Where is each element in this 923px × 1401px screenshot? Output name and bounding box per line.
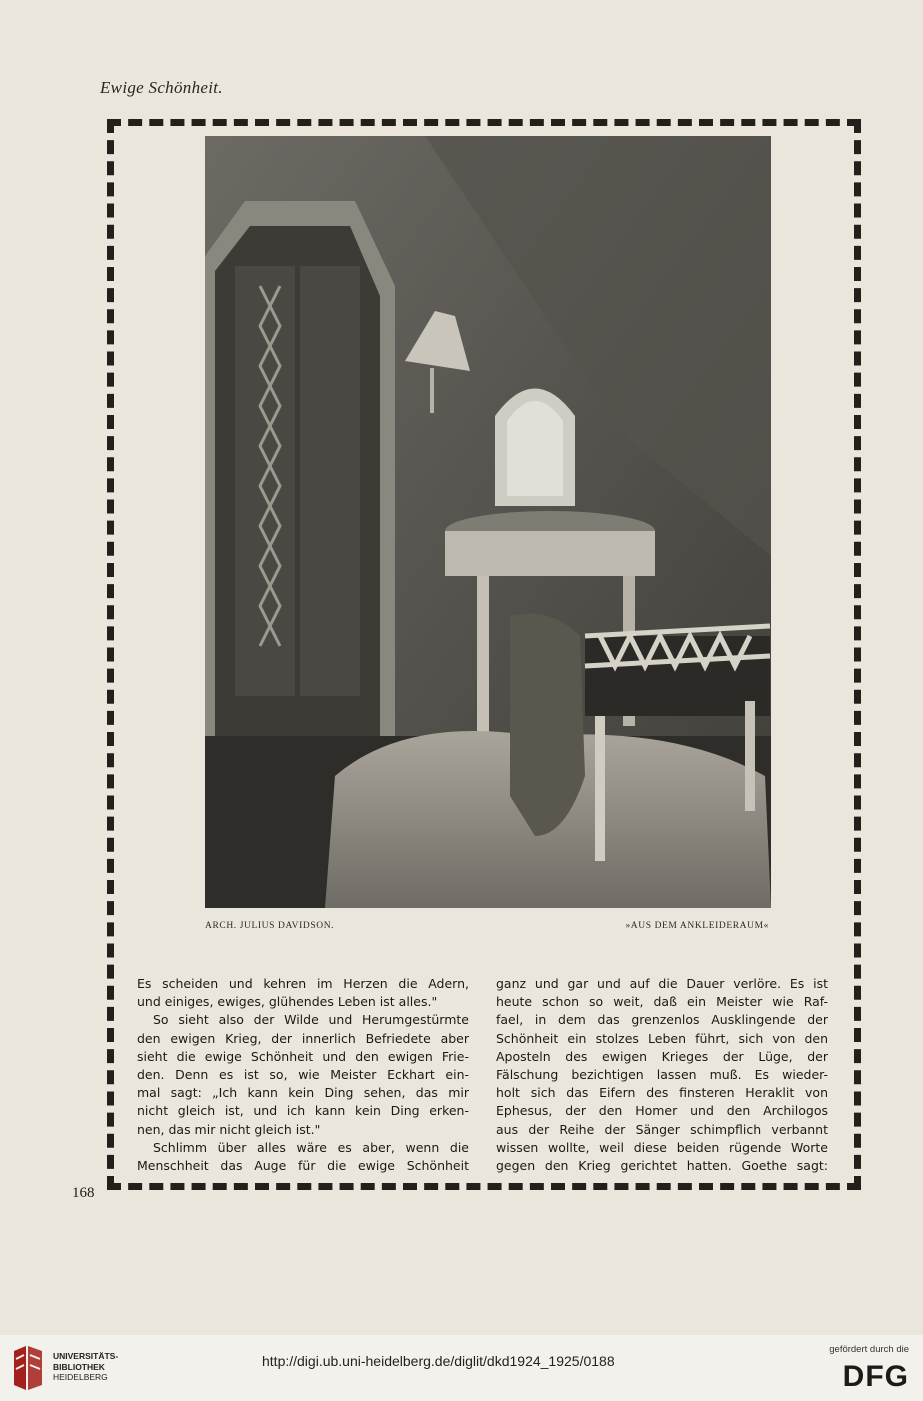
text-line: Schlimm über alles wäre es aber, wenn die (153, 1139, 469, 1155)
text-line: ganz und gar und auf die Dauer verlöre. Es ist (496, 976, 828, 991)
text-line: wissen wollte, weil diese beiden rügende Worte (496, 1139, 828, 1155)
text-line: Ephesus, der den Homer und den Archilogos (496, 1103, 828, 1119)
text-line: fael, in dem das grenzenlos Ausklingende der (496, 1012, 828, 1028)
text-line: nicht gleich ist, und ich kann kein Ding erken- (137, 1103, 469, 1119)
university-library-logo-icon (10, 1345, 46, 1391)
dfg-logo: DFG (842, 1360, 909, 1393)
text-column-left (137, 975, 469, 1175)
text-line: gegen den Krieg gerichtet hatten. Goethe sagt: (496, 1157, 828, 1173)
photo-credit-caption: ARCH. JULIUS DAVIDSON. (205, 921, 335, 931)
text-line: Es scheiden und kehren im Herzen die Adern, (137, 976, 469, 991)
text-line: Fälschung bezichtigen lassen muß. Es wieder- (496, 1066, 828, 1082)
text-line: mal sagt: „Ich kann kein Ding sehen, das mir (137, 1085, 469, 1101)
text-line: aus der Reihe der Sänger schimpflich verbannt (496, 1121, 828, 1137)
text-line: Menschheit das Auge für die ewige Schönheit (137, 1157, 469, 1173)
digitization-footer (0, 1335, 923, 1401)
text-line: den. Denn es ist so, wie Meister Eckhart ein- (137, 1066, 469, 1082)
library-name-line: UNIVERSITÄTS- (53, 1351, 119, 1361)
text-column-right (496, 975, 828, 1175)
text-line: den ewigen Krieg, der innerlich Befriedete aber (137, 1030, 469, 1046)
library-name (53, 1351, 118, 1383)
text-line: heute schon so weit, daß ein Meister wie Raf- (496, 994, 828, 1010)
running-title: Ewige Schönheit. (100, 78, 223, 97)
text-line: nen, das mir nicht gleich ist." (137, 1121, 321, 1137)
text-line: sieht die ewige Schönheit und den ewigen Frie- (137, 1048, 469, 1064)
page-number: 168 (72, 1185, 95, 1201)
permalink[interactable]: http://digi.ub.uni-heidelberg.de/diglit/dkd1924_1925/0188 (262, 1353, 615, 1369)
text-line: So sieht also der Wilde und Herumgestürmte (153, 1012, 469, 1028)
text-line: und einiges, ewiges, glühendes Leben ist alles." (137, 994, 438, 1010)
text-line: Schönheit ein stolzes Leben führt, sich von den (496, 1030, 828, 1046)
library-name-line: BIBLIOTHEK (53, 1361, 105, 1372)
library-name-line: HEIDELBERG (53, 1372, 108, 1382)
text-line: holt sich das Eifern des finsteren Heraklit von (496, 1085, 828, 1101)
funding-note: gefördert durch die (829, 1344, 909, 1355)
dressing-room-photograph (205, 136, 771, 908)
photo-title-caption: »AUS DEM ANKLEIDERAUM« (625, 921, 769, 931)
text-line: Aposteln des ewigen Krieges der Lüge, der (496, 1048, 828, 1064)
